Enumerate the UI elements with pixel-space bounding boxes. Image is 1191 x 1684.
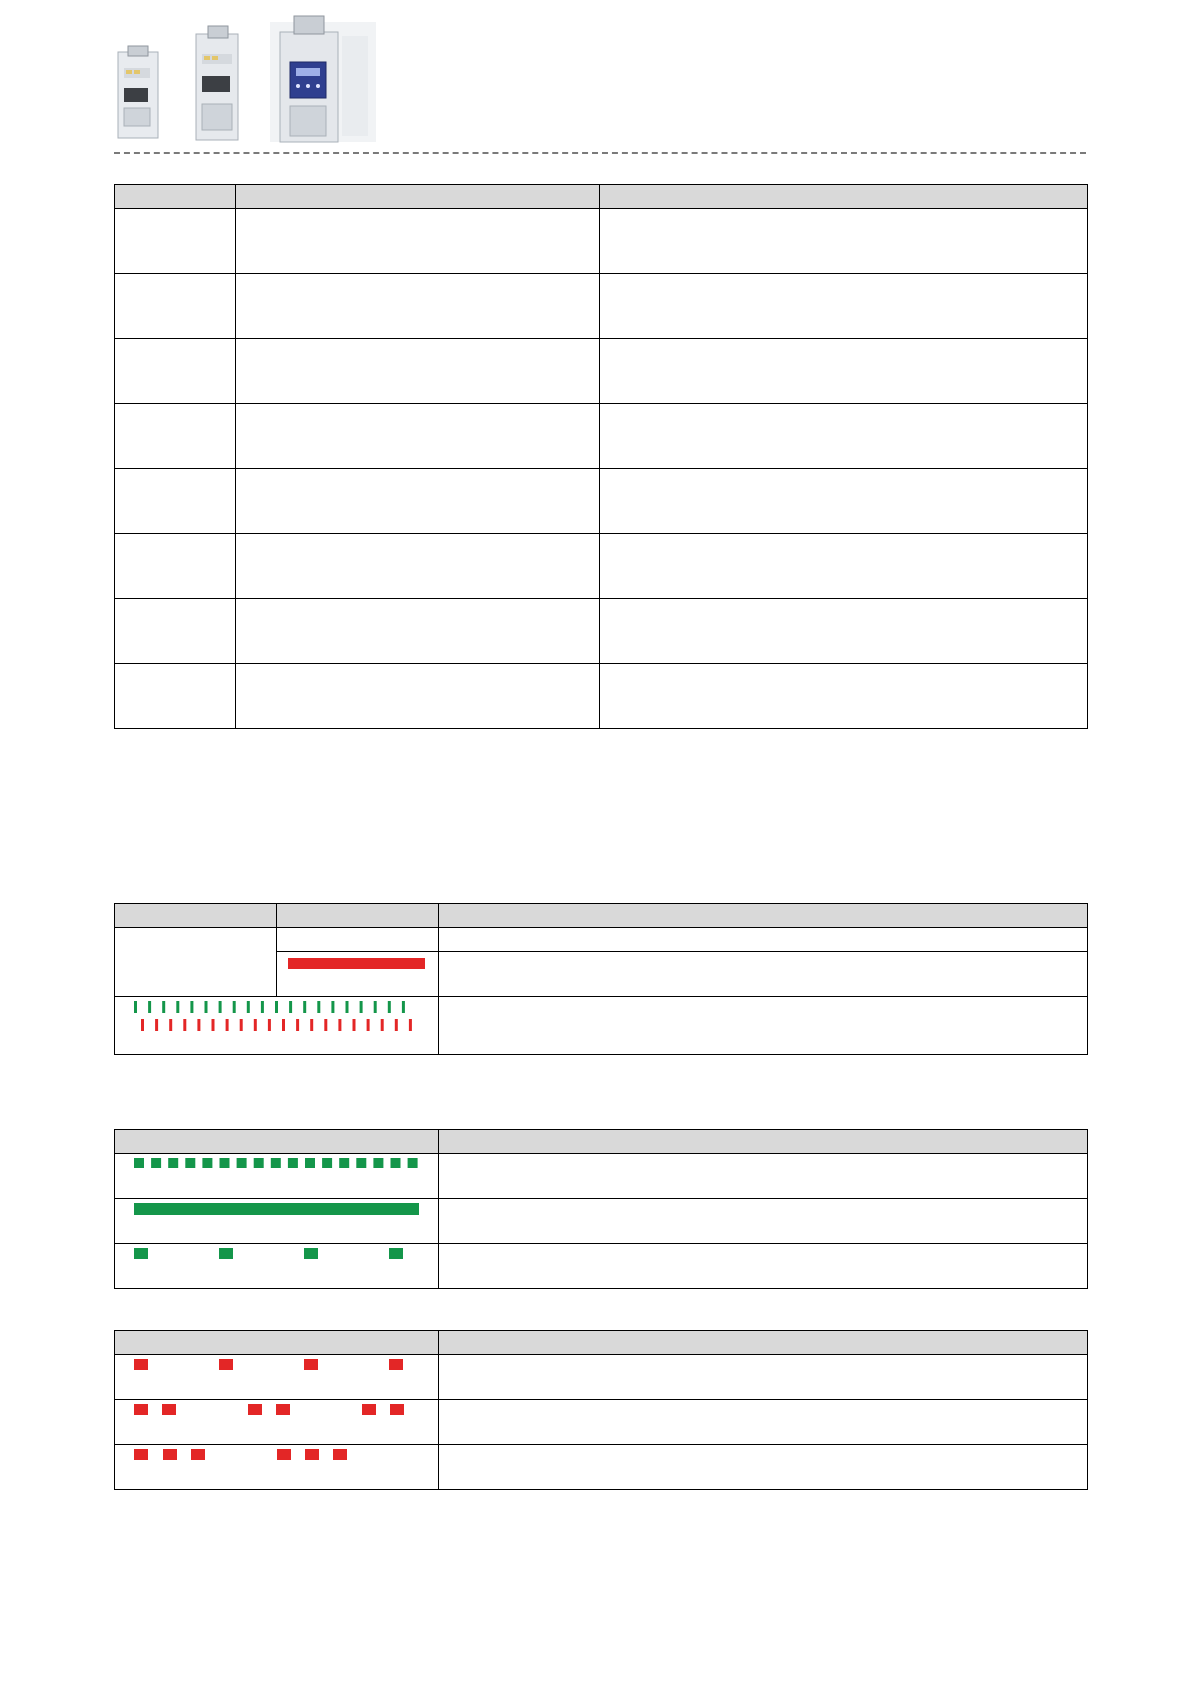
column-header bbox=[115, 185, 236, 209]
table-row bbox=[115, 599, 1088, 664]
table-row bbox=[115, 469, 1088, 534]
red-led-pulse bbox=[310, 1019, 313, 1031]
led-pattern-cell bbox=[277, 928, 439, 952]
red-led-pulse bbox=[381, 1019, 384, 1031]
green-led-pulse bbox=[233, 1001, 236, 1013]
table-cell bbox=[600, 209, 1088, 274]
table-cell bbox=[236, 599, 600, 664]
red-led-pulse bbox=[219, 1359, 233, 1370]
column-header bbox=[439, 1130, 1088, 1154]
green-led-pulse bbox=[322, 1158, 332, 1168]
led-pattern-cell bbox=[115, 1355, 439, 1400]
table-cell bbox=[115, 664, 236, 729]
red-led-pulse bbox=[353, 1019, 356, 1031]
table-cell bbox=[439, 1400, 1088, 1445]
column-header bbox=[115, 1331, 439, 1355]
green-led-pulse bbox=[402, 1001, 405, 1013]
green-led-pulse bbox=[271, 1158, 281, 1168]
green-led-pulse bbox=[374, 1001, 377, 1013]
led-status-table bbox=[114, 903, 1088, 1055]
inverter-large-icon bbox=[270, 16, 376, 142]
led-pattern-cell bbox=[115, 1445, 439, 1490]
red-led-pulse bbox=[304, 1359, 318, 1370]
table-header-row bbox=[115, 1331, 1088, 1355]
table-cell bbox=[236, 209, 600, 274]
table-row bbox=[115, 1355, 1088, 1400]
table-cell bbox=[439, 1154, 1088, 1199]
table-cell bbox=[236, 534, 600, 599]
table-row bbox=[115, 404, 1088, 469]
red-steady-led-bar bbox=[288, 958, 425, 969]
table-cell bbox=[115, 209, 236, 274]
table-header-row bbox=[115, 1130, 1088, 1154]
green-led-pulse bbox=[360, 1001, 363, 1013]
led-pattern-cell bbox=[115, 997, 439, 1055]
red-led-pulse bbox=[134, 1404, 148, 1415]
column-header bbox=[439, 904, 1088, 928]
green-led-pulse bbox=[303, 1001, 306, 1013]
green-led-pulse bbox=[275, 1001, 278, 1013]
red-led-pulse bbox=[134, 1449, 148, 1460]
red-led-pulse bbox=[134, 1359, 148, 1370]
green-led-pulse bbox=[176, 1001, 179, 1013]
table-cell bbox=[115, 339, 236, 404]
table-cell bbox=[600, 339, 1088, 404]
column-header bbox=[115, 1130, 439, 1154]
table-row bbox=[115, 928, 1088, 952]
table-cell bbox=[600, 404, 1088, 469]
red-led-pulse bbox=[226, 1019, 229, 1031]
column-header bbox=[277, 904, 439, 928]
green-led-pulse bbox=[190, 1001, 193, 1013]
green-led-pulse bbox=[346, 1001, 349, 1013]
green-flicker-pattern bbox=[115, 1154, 439, 1198]
red-led-pulse bbox=[277, 1449, 291, 1460]
green-led-pulse bbox=[331, 1001, 334, 1013]
green-slow-blink-pattern bbox=[115, 1244, 439, 1288]
green-led-pulse bbox=[220, 1158, 230, 1168]
column-header bbox=[115, 904, 277, 928]
column-header bbox=[236, 185, 600, 209]
table-row bbox=[115, 664, 1088, 729]
table-cell bbox=[236, 469, 600, 534]
green-led-pulse bbox=[388, 1001, 391, 1013]
table-cell bbox=[439, 1199, 1088, 1244]
table-cell bbox=[115, 599, 236, 664]
table-cell bbox=[439, 952, 1088, 997]
led-pattern-cell bbox=[115, 1244, 439, 1289]
green-led-pulse bbox=[254, 1158, 264, 1168]
green-led-pulse bbox=[289, 1001, 292, 1013]
red-led-pulse bbox=[390, 1404, 404, 1415]
table-cell bbox=[439, 1244, 1088, 1289]
green-led-pulse bbox=[288, 1158, 298, 1168]
red-led-table bbox=[114, 1330, 1088, 1490]
table-cell bbox=[600, 599, 1088, 664]
header-divider bbox=[114, 152, 1086, 154]
led-pattern-cell bbox=[115, 1199, 439, 1244]
green-led-pulse bbox=[305, 1158, 315, 1168]
column-header bbox=[600, 185, 1088, 209]
red-led-pulse bbox=[276, 1404, 290, 1415]
green-led-pulse bbox=[317, 1001, 320, 1013]
table-row bbox=[115, 1445, 1088, 1490]
table-cell bbox=[115, 469, 236, 534]
led-name-cell bbox=[115, 928, 277, 997]
green-led-pulse bbox=[134, 1158, 144, 1168]
red-led-pulse bbox=[248, 1404, 262, 1415]
table-cell bbox=[600, 274, 1088, 339]
table-row bbox=[115, 274, 1088, 339]
red-led-pulse bbox=[212, 1019, 215, 1031]
red-led-pulse bbox=[240, 1019, 243, 1031]
red-led-pulse bbox=[395, 1019, 398, 1031]
green-led-table bbox=[114, 1129, 1088, 1289]
table-cell bbox=[236, 274, 600, 339]
table-row bbox=[115, 1199, 1088, 1244]
inverter-devices-image bbox=[112, 12, 392, 144]
green-led-pulse bbox=[237, 1158, 247, 1168]
green-steady-led-bar bbox=[134, 1203, 419, 1215]
inverter-medium-icon bbox=[196, 26, 238, 140]
red-led-pulse bbox=[169, 1019, 172, 1031]
table-row bbox=[115, 339, 1088, 404]
red-led-pulse bbox=[305, 1449, 319, 1460]
red-led-pulse bbox=[324, 1019, 327, 1031]
green-led-pulse bbox=[219, 1001, 222, 1013]
red-led-pulse bbox=[409, 1019, 412, 1031]
green-led-pulse bbox=[162, 1001, 165, 1013]
table-cell bbox=[600, 664, 1088, 729]
green-led-pulse bbox=[408, 1158, 418, 1168]
table-row bbox=[115, 1154, 1088, 1199]
red-blink-1x-pattern bbox=[115, 1355, 439, 1399]
green-led-pulse bbox=[134, 1248, 148, 1259]
red-led-pulse bbox=[141, 1019, 144, 1031]
red-led-pulse bbox=[333, 1449, 347, 1460]
green-led-pulse bbox=[391, 1158, 401, 1168]
led-pattern-cell bbox=[115, 1154, 439, 1199]
table-header-row bbox=[115, 904, 1088, 928]
table-cell bbox=[115, 404, 236, 469]
table-cell bbox=[439, 928, 1088, 952]
green-led-pulse bbox=[304, 1248, 318, 1259]
red-led-pulse bbox=[367, 1019, 370, 1031]
green-led-pulse bbox=[356, 1158, 366, 1168]
green-led-pulse bbox=[148, 1001, 151, 1013]
red-led-pulse bbox=[197, 1019, 200, 1031]
green-led-pulse bbox=[339, 1158, 349, 1168]
table-cell bbox=[439, 1355, 1088, 1400]
table-cell bbox=[115, 274, 236, 339]
table-row bbox=[115, 209, 1088, 274]
table-row bbox=[115, 1244, 1088, 1289]
green-led-pulse bbox=[168, 1158, 178, 1168]
green-led-pulse bbox=[185, 1158, 195, 1168]
red-led-pulse bbox=[268, 1019, 271, 1031]
red-led-pulse bbox=[254, 1019, 257, 1031]
red-led-pulse bbox=[155, 1019, 158, 1031]
led-pattern-cell bbox=[277, 952, 439, 997]
green-led-pulse bbox=[389, 1248, 403, 1259]
column-header bbox=[439, 1331, 1088, 1355]
red-blink-3x-pattern bbox=[115, 1445, 439, 1489]
green-led-pulse bbox=[134, 1001, 137, 1013]
green-led-pulse bbox=[202, 1158, 212, 1168]
red-led-pulse bbox=[183, 1019, 186, 1031]
red-led-pulse bbox=[362, 1404, 376, 1415]
table-row bbox=[115, 1400, 1088, 1445]
green-led-pulse bbox=[151, 1158, 161, 1168]
green-led-pulse bbox=[247, 1001, 250, 1013]
table-cell bbox=[236, 339, 600, 404]
green-led-pulse bbox=[261, 1001, 264, 1013]
red-blink-2x-pattern bbox=[115, 1400, 439, 1444]
green-led-pulse bbox=[219, 1248, 233, 1259]
red-led-pulse bbox=[162, 1404, 176, 1415]
green-led-pulse bbox=[373, 1158, 383, 1168]
table-cell bbox=[600, 534, 1088, 599]
green-red-alternating-flicker bbox=[115, 997, 439, 1054]
table-cell bbox=[439, 1445, 1088, 1490]
led-pattern-cell bbox=[115, 1400, 439, 1445]
red-led-pulse bbox=[389, 1359, 403, 1370]
table-cell bbox=[600, 469, 1088, 534]
green-led-pulse bbox=[205, 1001, 208, 1013]
red-led-pulse bbox=[296, 1019, 299, 1031]
inverter-small-icon bbox=[118, 46, 158, 138]
table-cell bbox=[236, 664, 600, 729]
table-cell bbox=[439, 997, 1088, 1055]
table-header-row bbox=[115, 185, 1088, 209]
red-led-pulse bbox=[163, 1449, 177, 1460]
red-led-pulse bbox=[338, 1019, 341, 1031]
table-cell bbox=[236, 404, 600, 469]
table-cell bbox=[115, 534, 236, 599]
table-row bbox=[115, 997, 1088, 1055]
table-row bbox=[115, 534, 1088, 599]
red-led-pulse bbox=[191, 1449, 205, 1460]
parameter-table bbox=[114, 184, 1088, 729]
red-led-pulse bbox=[282, 1019, 285, 1031]
